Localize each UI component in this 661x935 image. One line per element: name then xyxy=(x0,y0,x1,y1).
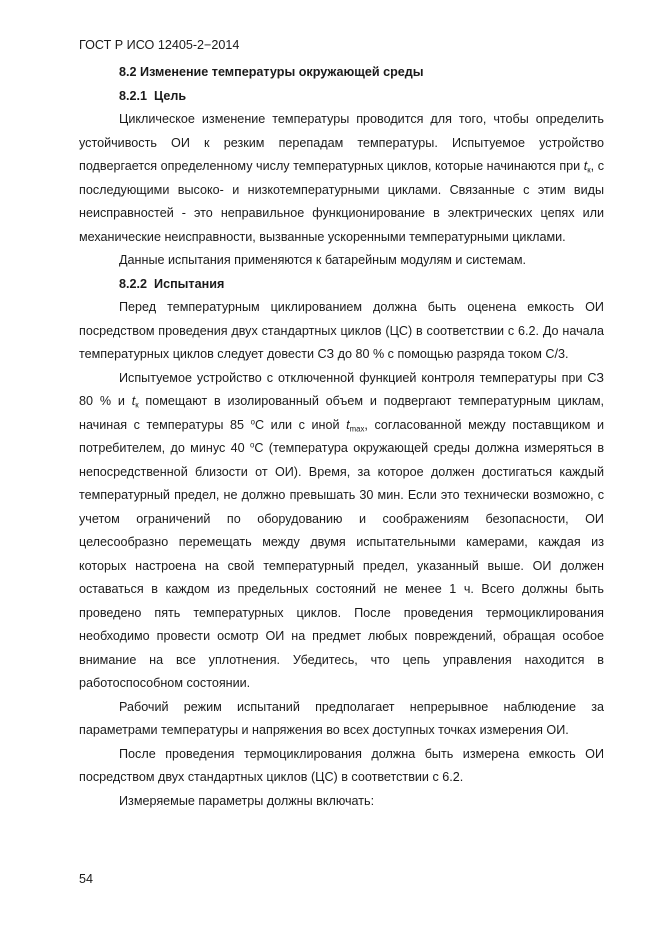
section-title: Цель xyxy=(154,88,187,103)
page-number: 54 xyxy=(79,872,94,886)
paragraph-parameters: Измеряемые параметры должны включать: xyxy=(119,793,375,808)
section-number: 8.2 xyxy=(119,65,137,79)
temp-subscript: к xyxy=(587,165,591,175)
paragraph-pre-test: Перед температурным циклированием должна быть оценена емкость ОИ посредством проведения двух стандартных циклов (ЦС) в соответствии с 6.2. До начала температурных циклов следует довести СЗ до 80 % с помощью разряда током С/3. xyxy=(79,300,604,361)
temp-symbol: t xyxy=(583,159,588,173)
document-header: ГОСТ Р ИСО 12405-2−2014 xyxy=(79,38,240,52)
paragraph-procedure: Испытуемое устройство с отключенной функцией контроля температуры при СЗ 80 % и $t_к$ помещают в изолированный объем и подвергают температурным циклам, начиная с температуры 85 $^о$С или с иной $t_{max}$, согласованной между поставщиком и потребителем, до минус 40 $^о$С (температура окружающей среды должна измеряться в непосредственной близости от ОИ). Время, за которое должен достигаться каждый температурный предел, не должно превышать 30 мин. Если это технически возможно, с учетом ограничений по оборудованию и соображениям безопасности, ОИ целесообразно перемещать между двумя испытательными камерами, каждая из которых настроена на свой температурный предел, указанный выше. ОИ должен оставаться в каждом из предельных состояний не менее 1 ч. Всего должны быть проведено пять температурных циклов. После проведения термоциклирования необходимо провести осмотр ОИ на предмет любых повреждений, обращая особое внимание на все уплотнения. Убедитесь, что цепь управления находится в работоспособном состоянии. xyxy=(79,370,605,690)
section-8-2-1-heading xyxy=(79,85,604,109)
paragraph-post-test: После проведения термоциклирования должна быть измерена емкость ОИ посредством двух стандартных циклов (ЦС) в соответствии с 6.2. xyxy=(79,746,604,784)
paragraph-purpose: Циклическое изменение температуры проводится для того, чтобы определить устойчивость ОИ к резким перепадам температуры. Испытуемое устройство подвергается определенному числу температурных циклов, которые начинаются при $t_к$, с последующими высоко- и низкотемпературными циклами. Связанные с этим виды неисправностей - это неправильное функционирование в электрических цепях или механические неисправности, вызванные ускоренными температурными циклами. xyxy=(79,112,604,244)
paragraph-scope: Данные испытания применяются к батарейным модулям и системам. xyxy=(119,253,527,267)
temp-subscript: к xyxy=(135,400,139,410)
section-number: 8.2.2 xyxy=(119,276,148,291)
section-title: Испытания xyxy=(154,276,225,291)
section-8-2-heading xyxy=(79,61,604,85)
degree-symbol: о xyxy=(249,440,255,450)
temp-symbol: t xyxy=(131,394,136,408)
section-number: 8.2.1 xyxy=(119,88,148,103)
paragraph-monitoring: Рабочий режим испытаний предполагает непрерывное наблюдение за параметрами температуры и напряжения во всех доступных точках измерения ОИ. xyxy=(79,699,604,737)
document-body xyxy=(79,61,604,813)
temp-subscript: max xyxy=(349,424,365,434)
section-8-2-2-heading xyxy=(79,273,604,297)
degree-symbol: о xyxy=(250,417,255,427)
temp-symbol: t xyxy=(346,417,350,432)
section-title: Изменение температуры окружающей среды xyxy=(140,65,424,79)
